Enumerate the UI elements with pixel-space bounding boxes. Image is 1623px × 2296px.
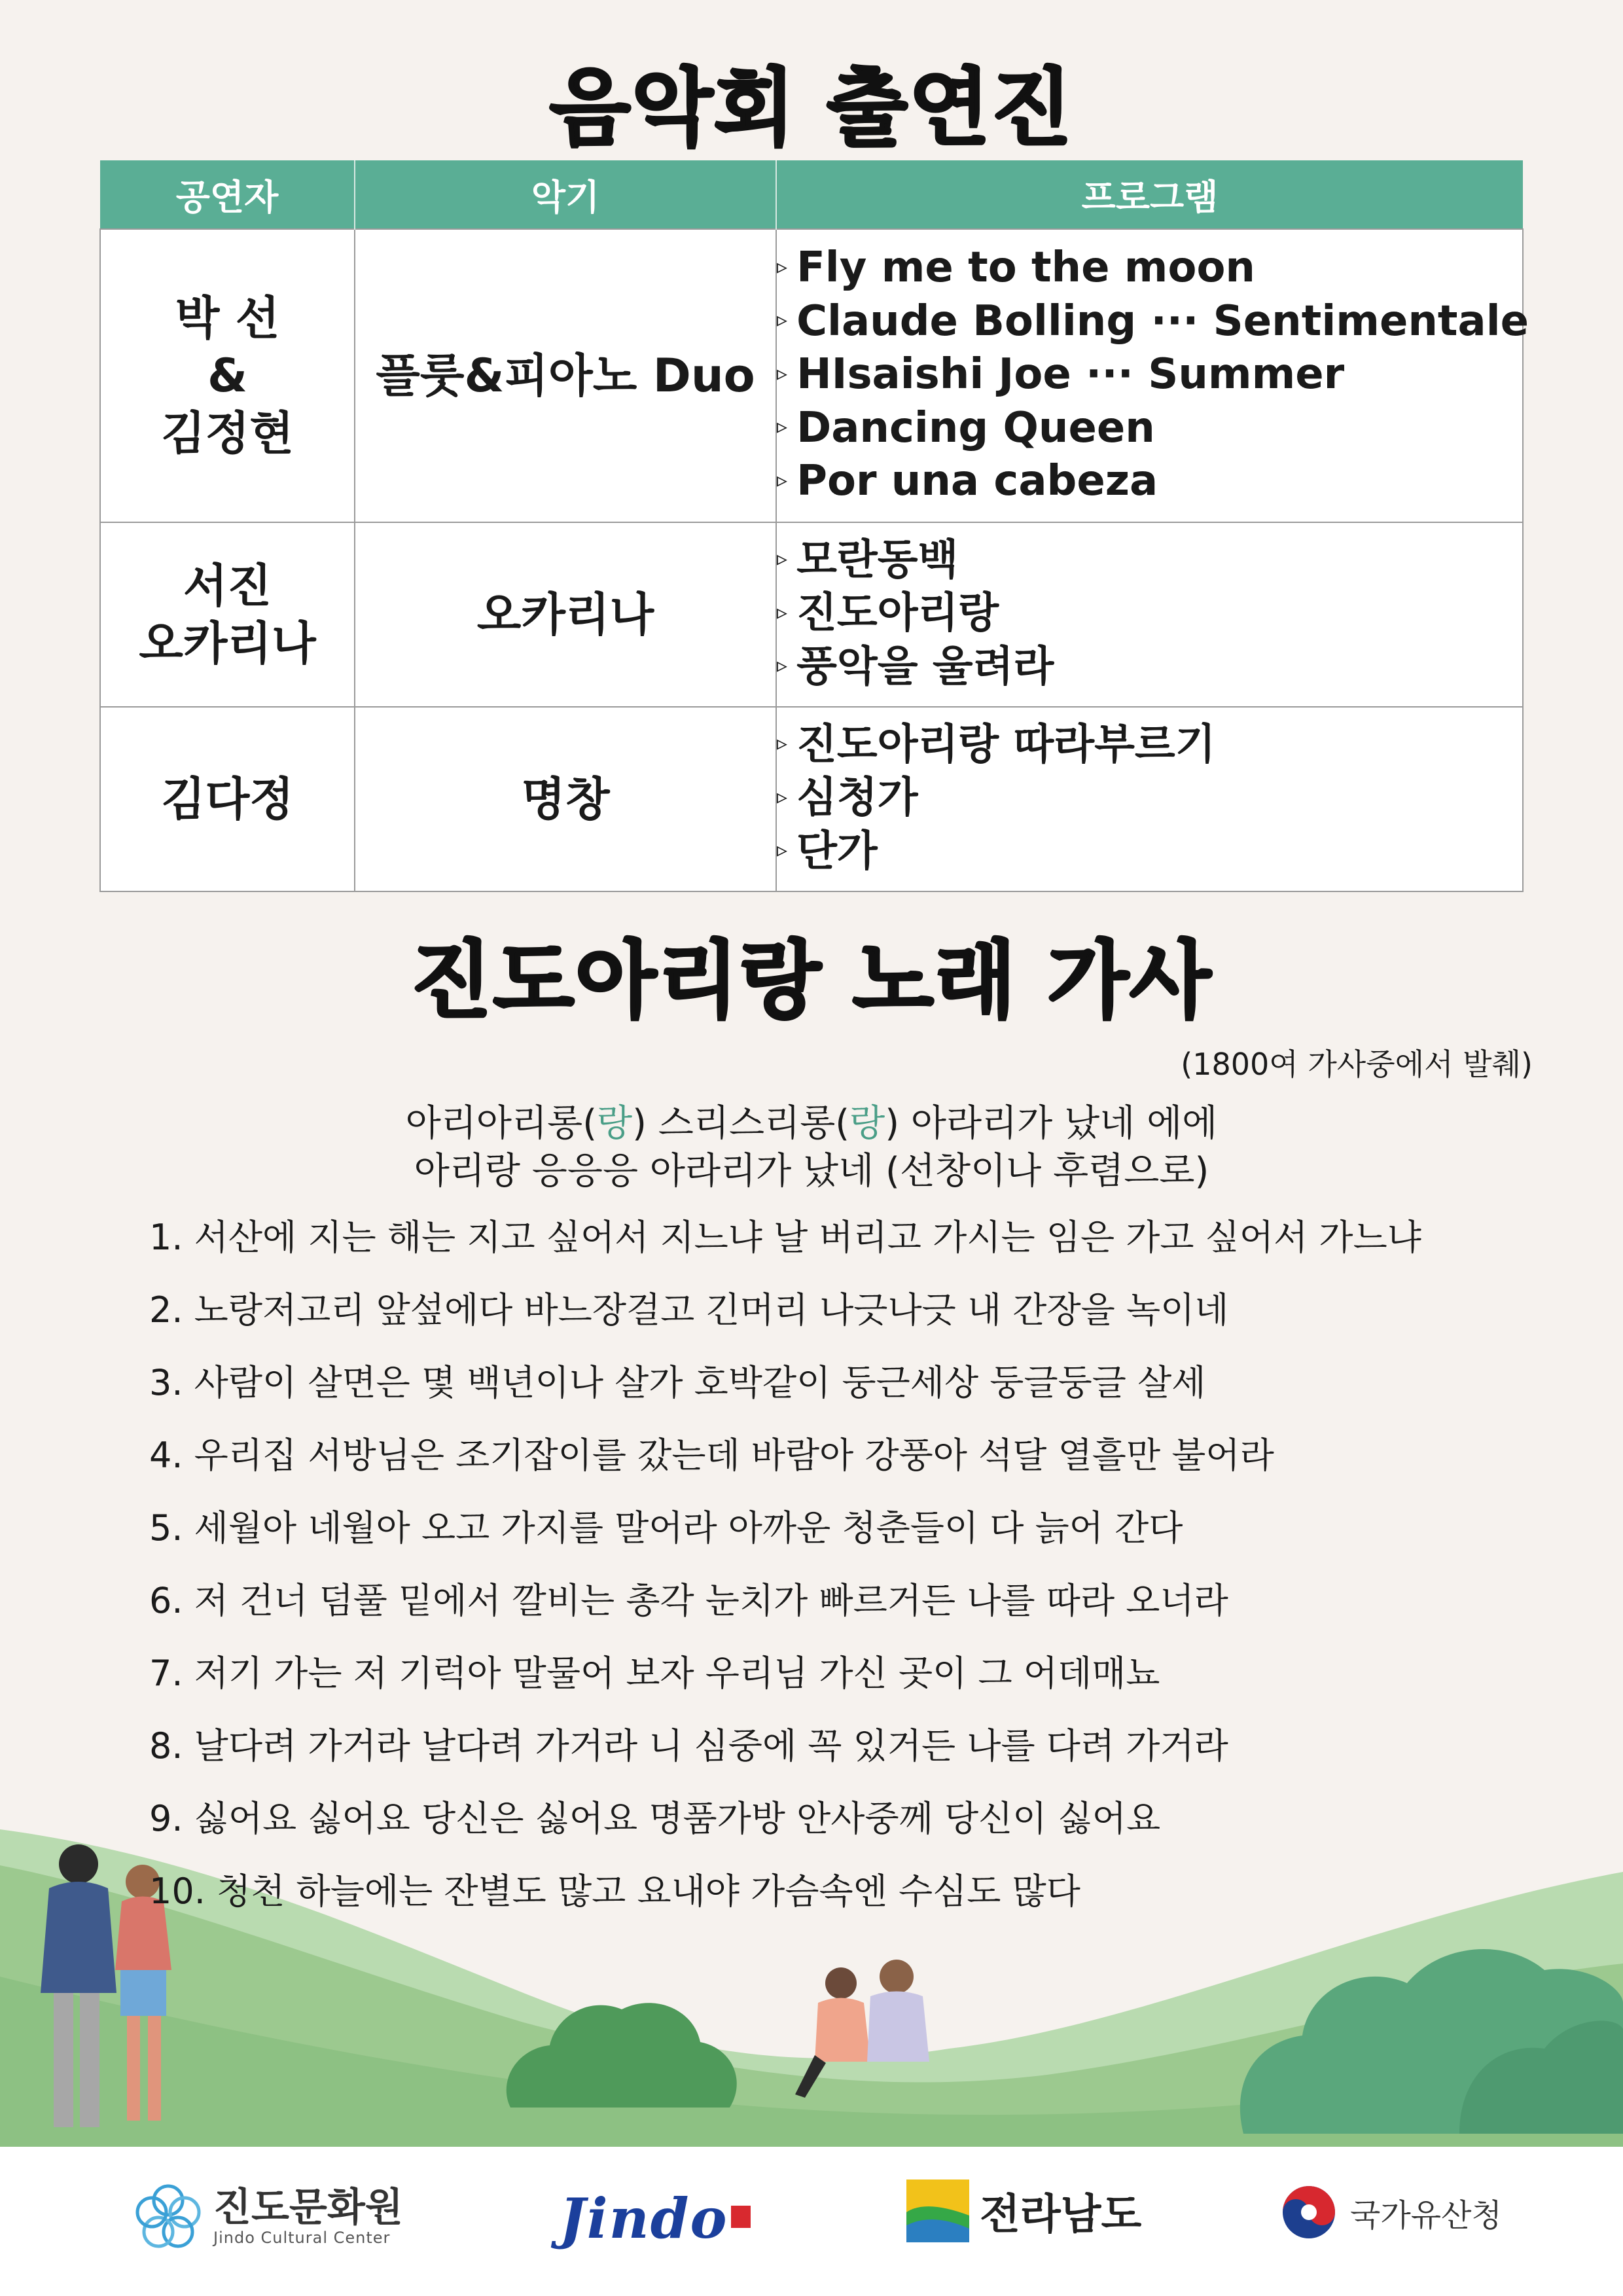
chorus-line-2: 아리랑 응응응 아라리가 났네 (선창이나 후렴으로)	[414, 1150, 1209, 1193]
program-item: ▹ 진도아리랑 따라부르기	[777, 720, 1216, 769]
program-item: ▹ 진도아리랑	[777, 589, 999, 638]
performer-name: 서진	[183, 559, 272, 613]
bullet-icon: ▹	[777, 837, 788, 863]
program-item: ▹ 단가	[777, 827, 878, 876]
program-cell	[776, 707, 1523, 891]
program-cell	[776, 229, 1529, 522]
verse-line: 6. 저 건너 덤풀 밑에서 깔비는 총각 눈치가 빠르거든 나를 따라 오너라	[149, 1580, 1228, 1621]
program-item: ▹ Fly me to the moon	[777, 243, 1255, 293]
red-seal-icon	[728, 2199, 755, 2238]
program-item: ▹ Por una cabeza	[777, 457, 1158, 506]
table-row	[100, 707, 1523, 891]
korea-heritage-service-logo	[1279, 2183, 1502, 2242]
logo2-text: Jindo	[560, 2186, 728, 2251]
performer-cell	[100, 229, 355, 522]
program-item: ▹ 풍악을 울려라	[777, 642, 1054, 691]
verse-line: 8. 날다려 가거라 날다려 가거라 니 심중에 꼭 있거든 나를 다려 가거라	[149, 1725, 1228, 1767]
performers-table	[99, 160, 1529, 892]
jindo-cultural-center-logo	[132, 2181, 403, 2253]
instrument-cell: 오카리나	[355, 522, 776, 707]
bullet-icon: ▹	[777, 546, 788, 571]
verse-line: 5. 세월아 네월아 오고 가지를 말어라 아까운 청춘들이 다 늙어 간다	[149, 1507, 1183, 1549]
concert-performers-title: 음악회 출연진	[549, 60, 1074, 157]
verse-line: 1. 서산에 지는 해는 지고 싶어서 지느냐 날 버리고 가시는 임은 가고 싶어서 가느냐	[149, 1217, 1421, 1258]
verse-line: 2. 노랑저고리 앞섶에다 바느장걸고 긴머리 나긋나긋 내 간장을 녹이네	[149, 1289, 1229, 1331]
landscape-illustration	[0, 1767, 1623, 2147]
performer-name: 박 선	[175, 291, 280, 345]
flower-emblem-icon	[132, 2181, 204, 2253]
program-item: ▹ 모란동백	[777, 535, 959, 584]
sponsor-footer	[0, 2147, 1623, 2296]
bullet-icon: ▹	[777, 599, 788, 624]
bullet-icon: ▹	[777, 414, 788, 439]
program-item: ▹ 심청가	[777, 774, 918, 823]
table-row	[100, 229, 1523, 522]
performer-cell	[100, 707, 355, 891]
performer-name: &	[207, 349, 248, 403]
instrument-cell: 플룻&피아노 Duo	[355, 229, 776, 522]
chorus-line-1: 아리아리롱(랑) 스리스리롱(랑) 아라리가 났네 에에	[405, 1102, 1218, 1145]
performer-name: 김다정	[161, 772, 294, 826]
jeollanamdo-emblem-icon	[906, 2179, 969, 2242]
excerpt-note: (1800여 가사중에서 발췌)	[1181, 1047, 1533, 1082]
bullet-icon: ▹	[777, 730, 788, 756]
table-header-row	[100, 160, 1523, 229]
verse-line: 10. 청천 하늘에는 잔별도 많고 요내야 가슴속엔 수심도 많다	[149, 1871, 1080, 1912]
bullet-icon: ▹	[777, 467, 788, 492]
header-program: 프로그램	[776, 160, 1523, 229]
header-performer: 공연자	[100, 160, 355, 229]
header-instrument: 악기	[355, 160, 776, 229]
verse-line: 3. 사람이 살면은 몇 백년이나 살가 호박같이 둥근세상 둥글둥글 살세	[149, 1362, 1206, 1403]
performer-cell	[100, 522, 355, 707]
performer-name: 오카리나	[139, 617, 316, 670]
bullet-icon: ▹	[777, 360, 788, 386]
table-row	[100, 522, 1523, 707]
verse-line: 7. 저기 가는 저 기럭아 말물어 보자 우리님 가신 곳이 그 어데매뇨	[149, 1653, 1160, 1694]
bullet-icon: ▹	[777, 653, 788, 678]
performer-name: 김정현	[161, 406, 294, 460]
verse-line: 9. 싫어요 싫어요 당신은 싫어요 명품가방 안사중께 당신이 싫어요	[149, 1798, 1161, 1839]
instrument-cell: 명창	[355, 707, 776, 891]
lyrics-title: 진도아리랑 노래 가사	[411, 932, 1212, 1030]
logo3-text: 전라남도	[980, 2191, 1142, 2239]
program-item: ▹ HIsaishi Joe ··· Summer	[777, 350, 1345, 399]
program-item: ▹ Claude Bolling ··· Sentimentale	[777, 296, 1529, 346]
program-cell	[776, 522, 1523, 707]
verse-line: 4. 우리집 서방님은 조기잡이를 갔는데 바람아 강풍아 석달 열흘만 불어라	[149, 1435, 1274, 1476]
bullet-icon: ▹	[777, 307, 788, 332]
logo1-main-text: 진도문화원	[213, 2185, 403, 2231]
logo1-sub-text: Jindo Cultural Center	[213, 2229, 391, 2247]
logo4-text: 국가유산청	[1350, 2197, 1502, 2234]
jeollanamdo-logo	[906, 2179, 1141, 2242]
program-item: ▹ Dancing Queen	[777, 403, 1155, 452]
taegeuk-emblem-icon	[1279, 2183, 1338, 2242]
jindo-brand-logo	[560, 2186, 755, 2251]
bullet-icon: ▹	[777, 253, 788, 279]
bullet-icon: ▹	[777, 783, 788, 809]
